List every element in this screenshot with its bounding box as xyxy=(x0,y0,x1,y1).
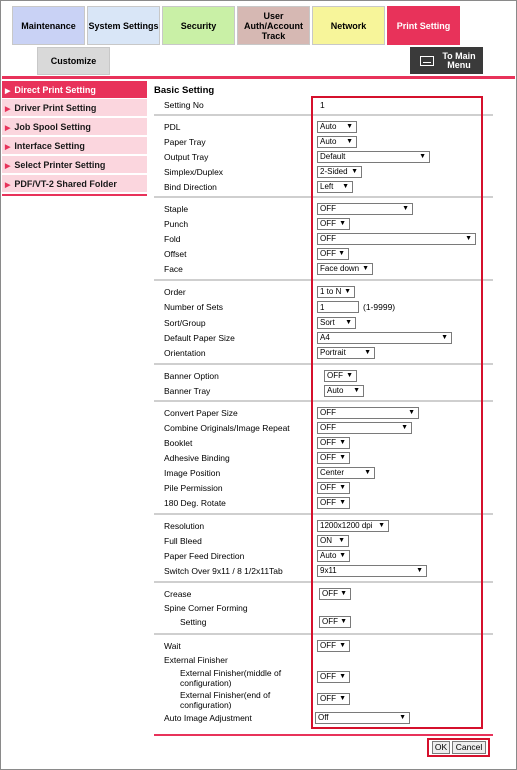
orientation-label: Orientation xyxy=(164,348,206,358)
chevron-down-icon: ▼ xyxy=(346,138,353,145)
sidebar-item-label: PDF/VT-2 Shared Folder xyxy=(14,179,117,189)
ext-middle-label-line2: configuration) xyxy=(180,678,232,688)
convert-paper-size-select[interactable]: OFF ▼ xyxy=(317,407,419,419)
sidebar-item-interface[interactable] xyxy=(2,137,147,155)
rotate-180-select[interactable]: OFF ▼ xyxy=(317,497,350,509)
tab-maintenance[interactable]: Maintenance xyxy=(12,6,85,45)
chevron-down-icon: ▼ xyxy=(338,250,345,257)
cancel-button[interactable]: Cancel xyxy=(452,741,486,754)
chevron-down-icon: ▼ xyxy=(340,590,347,597)
order-label: Order xyxy=(164,287,186,297)
full-bleed-label: Full Bleed xyxy=(164,536,202,546)
spine-setting-select[interactable]: OFF ▼ xyxy=(319,616,351,628)
tab-customize[interactable]: Customize xyxy=(37,47,110,75)
ext-end-select[interactable]: OFF ▼ xyxy=(317,693,350,705)
default-paper-size-label: Default Paper Size xyxy=(164,333,235,343)
banner-tray-select[interactable]: Auto ▼ xyxy=(324,385,364,397)
chevron-down-icon: ▼ xyxy=(339,454,346,461)
arrow-right-icon: ▶ xyxy=(5,182,11,189)
chevron-down-icon: ▼ xyxy=(339,439,346,446)
chevron-down-icon: ▼ xyxy=(346,123,353,130)
spine-corner-forming-label: Spine Corner Forming xyxy=(164,603,248,613)
header-divider xyxy=(2,76,515,79)
image-position-select[interactable]: Center ▼ xyxy=(317,467,375,479)
chevron-down-icon: ▼ xyxy=(364,349,371,356)
setting-no-value: 1 xyxy=(320,100,325,110)
pile-permission-label: Pile Permission xyxy=(164,483,223,493)
paper-tray-select[interactable]: Auto ▼ xyxy=(317,136,357,148)
chevron-down-icon: ▼ xyxy=(339,695,346,702)
setting-no-label: Setting No xyxy=(164,100,204,110)
chevron-down-icon: ▼ xyxy=(342,183,349,190)
bind-direction-select[interactable]: Left ▼ xyxy=(317,181,353,193)
default-paper-size-select[interactable]: A4 ▼ xyxy=(317,332,452,344)
arrow-right-icon: ▶ xyxy=(5,88,11,95)
pile-permission-select[interactable]: OFF ▼ xyxy=(317,482,350,494)
combine-originals-label: Combine Originals/Image Repeat xyxy=(164,423,290,433)
wait-select[interactable]: OFF ▼ xyxy=(317,640,350,652)
chevron-down-icon: ▼ xyxy=(345,319,352,326)
face-label: Face xyxy=(164,264,183,274)
sidebar-item-label: Select Printer Setting xyxy=(14,160,106,170)
arrow-right-icon: ▶ xyxy=(5,144,11,151)
punch-select[interactable]: OFF ▼ xyxy=(317,218,350,230)
ext-middle-label-line1: External Finisher(middle of xyxy=(180,668,282,678)
chevron-down-icon: ▼ xyxy=(362,265,369,272)
booklet-label: Booklet xyxy=(164,438,193,448)
image-position-label: Image Position xyxy=(164,468,221,478)
output-tray-select[interactable]: Default ▼ xyxy=(317,151,430,163)
crease-label: Crease xyxy=(164,589,192,599)
wait-label: Wait xyxy=(164,641,181,651)
sidebar-item-label: Interface Setting xyxy=(14,141,85,151)
banner-option-select[interactable]: OFF ▼ xyxy=(324,370,357,382)
number-of-sets-hint: (1-9999) xyxy=(363,302,396,312)
sidebar-item-label: Driver Print Setting xyxy=(14,103,97,113)
chevron-down-icon: ▼ xyxy=(353,387,360,394)
staple-select[interactable]: OFF ▼ xyxy=(317,203,413,215)
output-tray-label: Output Tray xyxy=(164,152,209,162)
tab-security[interactable]: Security xyxy=(162,6,235,45)
adhesive-binding-select[interactable]: OFF ▼ xyxy=(317,452,350,464)
tab-user-auth[interactable]: User Auth/Account Track xyxy=(237,6,310,45)
number-of-sets-label: Number of Sets xyxy=(164,302,224,312)
fold-select[interactable]: OFF ▼ xyxy=(317,233,476,245)
face-select[interactable]: Face down ▼ xyxy=(317,263,373,275)
chevron-down-icon: ▼ xyxy=(401,424,408,431)
punch-label: Punch xyxy=(164,219,189,229)
paper-feed-direction-label: Paper Feed Direction xyxy=(164,551,245,561)
sidebar-item-job-spool[interactable] xyxy=(2,118,147,136)
sidebar-item-direct-print[interactable] xyxy=(2,81,147,99)
chevron-down-icon: ▼ xyxy=(339,673,346,680)
chevron-down-icon: ▼ xyxy=(419,153,426,160)
pdl-label: PDL xyxy=(164,122,181,132)
simplex-duplex-label: Simplex/Duplex xyxy=(164,167,224,177)
convert-paper-size-label: Convert Paper Size xyxy=(164,408,238,418)
external-finisher-label: External Finisher xyxy=(164,655,228,665)
booklet-select[interactable]: OFF ▼ xyxy=(317,437,350,449)
sidebar-bottom-line xyxy=(2,194,147,196)
paper-tray-label: Paper Tray xyxy=(164,137,206,147)
paper-feed-direction-select[interactable]: Auto ▼ xyxy=(317,550,350,562)
simplex-duplex-select[interactable]: 2-Sided ▼ xyxy=(317,166,362,178)
arrow-right-icon: ▶ xyxy=(5,125,11,132)
bind-direction-label: Bind Direction xyxy=(164,182,217,192)
chevron-down-icon: ▼ xyxy=(416,567,423,574)
crease-select[interactable]: OFF ▼ xyxy=(319,588,351,600)
banner-tray-label: Banner Tray xyxy=(164,386,211,396)
chevron-down-icon: ▼ xyxy=(339,499,346,506)
resolution-select[interactable]: 1200x1200 dpi ▼ xyxy=(317,520,389,532)
rotate-180-label: 180 Deg. Rotate xyxy=(164,498,226,508)
chevron-down-icon: ▼ xyxy=(339,484,346,491)
tab-network[interactable]: Network xyxy=(312,6,385,45)
to-main-menu-button[interactable] xyxy=(410,47,483,74)
chevron-down-icon: ▼ xyxy=(339,642,346,649)
chevron-down-icon: ▼ xyxy=(339,220,346,227)
arrow-right-icon: ▶ xyxy=(5,163,11,170)
ext-end-label-line1: External Finisher(end of xyxy=(180,690,271,700)
chevron-down-icon: ▼ xyxy=(402,205,409,212)
pdl-select[interactable]: Auto ▼ xyxy=(317,121,357,133)
chevron-down-icon: ▼ xyxy=(378,522,385,529)
footer-divider xyxy=(154,734,493,736)
sidebar-item-label: Direct Print Setting xyxy=(14,85,96,95)
section-title: Basic Setting xyxy=(154,85,215,96)
chevron-down-icon: ▼ xyxy=(408,409,415,416)
tab-system-settings[interactable]: System Settings xyxy=(87,6,160,45)
offset-label: Offset xyxy=(164,249,187,259)
ok-button[interactable]: OK xyxy=(432,741,450,754)
combine-originals-select[interactable]: OFF ▼ xyxy=(317,422,412,434)
staple-label: Staple xyxy=(164,204,189,214)
chevron-down-icon: ▼ xyxy=(344,288,351,295)
sidebar-item-label: Job Spool Setting xyxy=(14,122,91,132)
spine-setting-label: Setting xyxy=(180,617,207,627)
chevron-down-icon: ▼ xyxy=(340,618,347,625)
sidebar-item-pdf-vt2[interactable] xyxy=(2,175,147,193)
auto-image-adjustment-label: Auto Image Adjustment xyxy=(164,713,252,723)
offset-select[interactable]: OFF ▼ xyxy=(317,248,349,260)
resolution-label: Resolution xyxy=(164,521,205,531)
auto-image-adjustment-select[interactable]: Off ▼ xyxy=(315,712,410,724)
full-bleed-select[interactable]: ON ▼ xyxy=(317,535,349,547)
tab-print-setting[interactable]: Print Setting xyxy=(387,6,460,45)
sidebar-item-driver-print[interactable] xyxy=(2,99,147,117)
sort-group-label: Sort/Group xyxy=(164,318,206,328)
menu-icon xyxy=(420,56,434,66)
banner-option-label: Banner Option xyxy=(164,371,219,381)
sidebar-item-select-printer[interactable] xyxy=(2,156,147,174)
highlight-box xyxy=(311,96,483,729)
to-main-menu-label: To Main Menu xyxy=(442,50,476,70)
switch-over-label: Switch Over 9x11 / 8 1/2x11Tab xyxy=(164,566,283,576)
ext-end-label-line2: configuration) xyxy=(180,700,232,710)
chevron-down-icon: ▼ xyxy=(364,469,371,476)
chevron-down-icon: ▼ xyxy=(351,168,358,175)
chevron-down-icon: ▼ xyxy=(346,372,353,379)
chevron-down-icon: ▼ xyxy=(339,552,346,559)
sort-group-select[interactable]: Sort ▼ xyxy=(317,317,356,329)
order-select[interactable]: 1 to N ▼ xyxy=(317,286,355,298)
fold-label: Fold xyxy=(164,234,181,244)
ext-middle-select[interactable]: OFF ▼ xyxy=(317,671,350,683)
chevron-down-icon: ▼ xyxy=(399,714,406,721)
orientation-select[interactable]: Portrait ▼ xyxy=(317,347,375,359)
chevron-down-icon: ▼ xyxy=(338,537,345,544)
switch-over-select[interactable]: 9x11 ▼ xyxy=(317,565,427,577)
ext-middle-label xyxy=(180,668,281,688)
ext-end-label xyxy=(180,690,270,710)
chevron-down-icon: ▼ xyxy=(441,334,448,341)
adhesive-binding-label: Adhesive Binding xyxy=(164,453,230,463)
arrow-right-icon: ▶ xyxy=(5,106,11,113)
chevron-down-icon: ▼ xyxy=(465,235,472,242)
